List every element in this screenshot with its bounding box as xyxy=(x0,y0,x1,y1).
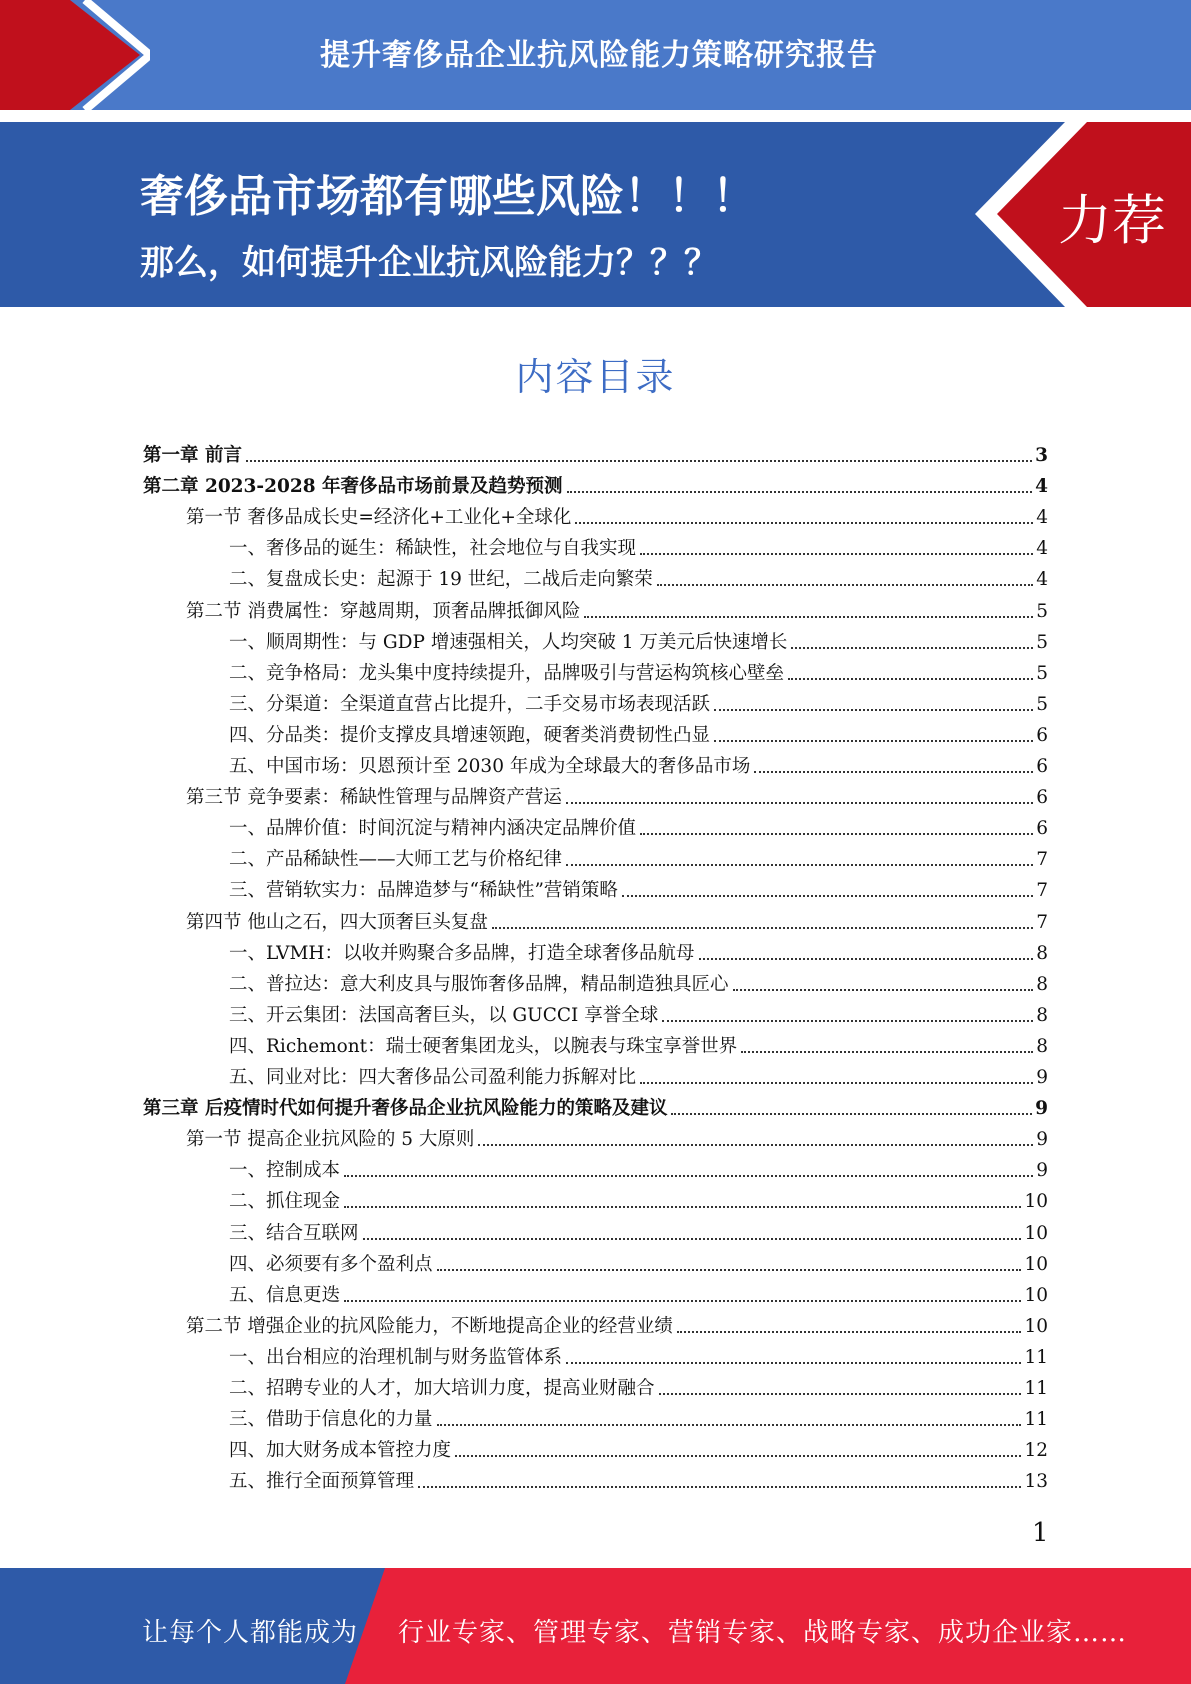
toc-dot-leader xyxy=(344,1300,1021,1302)
toc-dot-leader xyxy=(492,927,1033,929)
toc-entry-title: 二、招聘专业的人才，加大培训力度，提高业财融合 xyxy=(229,1378,655,1399)
toc-entry-page: 8 xyxy=(1036,1004,1048,1026)
toc-entry[interactable] xyxy=(229,623,1048,654)
banner-subheadline: 那么，如何提升企业抗风险能力？？？ xyxy=(140,243,718,283)
toc-dot-leader xyxy=(640,833,1033,835)
toc-dot-leader xyxy=(640,1082,1033,1084)
toc-dot-leader xyxy=(699,958,1034,960)
toc-entry-page: 10 xyxy=(1024,1284,1048,1306)
toc-entry[interactable] xyxy=(229,1027,1048,1058)
toc-entry-page: 9 xyxy=(1036,1160,1048,1182)
toc-entry-page: 6 xyxy=(1036,724,1048,746)
toc-entry-title: 五、信息更迭 xyxy=(229,1284,341,1306)
toc-entry-title: 第二节 消费属性：穿越周期，顶奢品牌抵御风险 xyxy=(186,600,581,622)
toc-entry-page: 4 xyxy=(1036,538,1048,560)
toc-entry-page: 3 xyxy=(1035,445,1048,466)
toc-entry-title: 二、复盘成长史：起源于 19 世纪，二战后走向繁荣 xyxy=(229,569,653,591)
toc-entry-title: 五、中国市场：贝恩预计至 2030 年成为全球最大的奢侈品市场 xyxy=(229,756,751,777)
toc-entry-page: 7 xyxy=(1036,911,1048,933)
toc-entry-title: 第二节 增强企业的抗风险能力，不断地提高企业的经营业绩 xyxy=(186,1315,673,1337)
toc-entry-page: 12 xyxy=(1024,1440,1048,1462)
toc-entry-page: 5 xyxy=(1036,600,1048,622)
toc-entry-page: 5 xyxy=(1036,693,1048,715)
toc-dot-leader xyxy=(437,1424,1022,1426)
toc-dot-leader xyxy=(657,584,1033,586)
toc-entry-page: 9 xyxy=(1036,1129,1048,1151)
toc-entry-title: 三、结合互联网 xyxy=(229,1222,359,1244)
footer-slogan-right: 行业专家、管理专家、营销专家、战略专家、成功企业家…… xyxy=(398,1618,1128,1648)
toc-dot-leader xyxy=(733,989,1034,991)
toc-entry[interactable] xyxy=(186,1120,1048,1151)
toc-entry[interactable] xyxy=(186,778,1048,809)
toc-entry[interactable] xyxy=(143,436,1048,467)
toc-entry[interactable] xyxy=(229,871,1048,902)
toc-entry[interactable] xyxy=(229,1462,1048,1493)
toc-entry[interactable] xyxy=(186,592,1048,623)
toc-entry[interactable] xyxy=(229,747,1048,778)
toc-entry-page: 10 xyxy=(1024,1191,1048,1213)
toc-entry-page: 4 xyxy=(1035,476,1048,498)
toc-entry-title: 三、借助于信息化的力量 xyxy=(229,1409,433,1431)
toc-dot-leader xyxy=(788,678,1033,680)
toc-entry[interactable] xyxy=(143,1089,1048,1120)
toc-entry-title: 二、竞争格局：龙头集中度持续提升，品牌吸引与营运构筑核心壁垒 xyxy=(229,662,785,684)
toc-dot-leader xyxy=(344,1206,1021,1208)
toc-entry-page: 10 xyxy=(1024,1315,1048,1337)
toc-entry-title: 第三章 后疫情时代如何提升奢侈品企业抗风险能力的策略及建议 xyxy=(143,1098,668,1120)
toc-entry-title: 一、出台相应的治理机制与财务监管体系 xyxy=(229,1346,563,1368)
toc-entry-title: 五、推行全面预算管理 xyxy=(229,1471,415,1493)
toc-entry[interactable] xyxy=(229,529,1048,560)
toc-entry-title: 四、加大财务成本管控力度 xyxy=(229,1440,452,1462)
report-title: 提升奢侈品企业抗风险能力策略研究报告 xyxy=(320,38,878,73)
toc-dot-leader xyxy=(677,1331,1022,1333)
toc-entry-page: 11 xyxy=(1024,1346,1048,1368)
toc-entry[interactable] xyxy=(229,840,1048,871)
toc-entry-title: 二、普拉达：意大利皮具与服饰奢侈品牌，精品制造独具匠心 xyxy=(229,973,729,995)
toc-entry[interactable] xyxy=(186,1307,1048,1338)
toc-entry[interactable] xyxy=(229,1245,1048,1276)
toc-entry-title: 四、分品类：提价支撑皮具增速领跑，硬奢类消费韧性凸显 xyxy=(229,724,711,746)
badge-label: 力荐 xyxy=(1058,189,1166,252)
toc-entry[interactable] xyxy=(143,467,1048,498)
toc-entry-title: 第一节 提高企业抗风险的 5 大原则 xyxy=(186,1129,475,1151)
toc-dot-leader xyxy=(566,864,1033,866)
toc-dot-leader xyxy=(754,771,1033,773)
toc-entry-page: 5 xyxy=(1036,631,1048,653)
toc-dot-leader xyxy=(662,1020,1033,1022)
toc-entry[interactable] xyxy=(229,1431,1048,1462)
toc-entry-page: 13 xyxy=(1024,1471,1048,1493)
toc-entry[interactable] xyxy=(229,654,1048,685)
toc-entry[interactable] xyxy=(229,1214,1048,1245)
toc-dot-leader xyxy=(671,1113,1032,1115)
toc-dot-leader xyxy=(575,522,1033,524)
toc-entry[interactable] xyxy=(229,1276,1048,1307)
banner-headline: 奢侈品市场都有哪些风险！！！ xyxy=(140,171,756,222)
toc-entry[interactable] xyxy=(229,1338,1048,1369)
toc-entry[interactable] xyxy=(229,1151,1048,1182)
toc-entry-page: 9 xyxy=(1035,1098,1048,1120)
toc-entry[interactable] xyxy=(229,934,1048,965)
toc-dot-leader xyxy=(246,460,1032,462)
toc-dot-leader xyxy=(363,1238,1022,1240)
toc-entry-title: 三、开云集团：法国高奢巨头，以 GUCCI 享誉全球 xyxy=(229,1004,659,1026)
toc-entry[interactable] xyxy=(229,716,1048,747)
toc-entry-page: 11 xyxy=(1024,1409,1048,1431)
toc-entry-page: 6 xyxy=(1036,818,1048,840)
toc-dot-leader xyxy=(567,491,1033,493)
toc-dot-leader xyxy=(566,1362,1021,1364)
header-arrow-decoration xyxy=(0,0,150,110)
toc-entry[interactable] xyxy=(229,1182,1048,1213)
toc-entry[interactable] xyxy=(229,685,1048,716)
toc-dot-leader xyxy=(455,1455,1021,1457)
toc-entry-page: 8 xyxy=(1036,973,1048,995)
toc-dot-leader xyxy=(478,1144,1033,1146)
toc-dot-leader xyxy=(418,1486,1021,1488)
toc-heading: 内容目录 xyxy=(515,355,676,399)
toc-entry-title: 二、抓住现金 xyxy=(229,1191,341,1213)
toc-entry[interactable] xyxy=(229,996,1048,1027)
header-gap xyxy=(0,110,1191,122)
toc-dot-leader xyxy=(714,740,1033,742)
toc-entry-title: 一、控制成本 xyxy=(229,1160,341,1182)
toc-entry-page: 9 xyxy=(1036,1067,1048,1088)
toc-entry-page: 4 xyxy=(1036,507,1048,529)
toc-entry-title: 第一章 前言 xyxy=(143,445,242,466)
toc-entry[interactable] xyxy=(229,809,1048,840)
toc-entry-title: 第三节 竞争要素：稀缺性管理与品牌资产营运 xyxy=(186,787,562,809)
toc-entry-title: 第四节 他山之石，四大顶奢巨头复盘 xyxy=(186,911,488,933)
toc-entry-title: 五、同业对比：四大奢侈品公司盈利能力拆解对比 xyxy=(229,1067,637,1088)
toc-entry-page: 6 xyxy=(1036,756,1048,777)
toc-entry-page: 6 xyxy=(1036,787,1048,809)
toc-dot-leader xyxy=(640,553,1033,555)
page-number: 1 xyxy=(1032,1518,1049,1548)
toc-dot-leader xyxy=(791,647,1033,649)
toc-entry-title: 第二章 2023-2028 年奢侈品市场前景及趋势预测 xyxy=(143,476,563,498)
toc-entry-page: 8 xyxy=(1036,942,1048,964)
toc-entry-page: 8 xyxy=(1036,1035,1048,1057)
toc-entry-title: 一、LVMH：以收并购聚合多品牌，打造全球奢侈品航母 xyxy=(229,942,695,964)
toc-entry-title: 一、品牌价值：时间沉淀与精神内涵决定品牌价值 xyxy=(229,818,637,840)
toc-entry-title: 四、必须要有多个盈利点 xyxy=(229,1253,433,1275)
toc-dot-leader xyxy=(622,895,1033,897)
toc-dot-leader xyxy=(437,1269,1022,1271)
toc-entry-title: 第一节 奢侈品成长史=经济化+工业化+全球化 xyxy=(186,507,572,529)
toc-entry[interactable] xyxy=(229,1369,1048,1400)
toc-entry-page: 11 xyxy=(1024,1378,1048,1399)
toc-entry-page: 10 xyxy=(1024,1253,1048,1275)
toc-entry-page: 5 xyxy=(1036,662,1048,684)
toc-entry-title: 三、营销软实力：品牌造梦与“稀缺性”营销策略 xyxy=(229,880,618,902)
toc-dot-leader xyxy=(584,616,1033,618)
toc-entry-page: 10 xyxy=(1024,1222,1048,1244)
toc-dot-leader xyxy=(344,1175,1033,1177)
toc-entry[interactable] xyxy=(229,560,1048,591)
toc-dot-leader xyxy=(714,709,1033,711)
toc-dot-leader xyxy=(741,1051,1033,1053)
footer-slogan-left: 让每个人都能成为 xyxy=(142,1618,359,1648)
toc-dot-leader xyxy=(659,1393,1022,1395)
toc-entry[interactable] xyxy=(186,903,1048,934)
toc-entry-title: 三、分渠道：全渠道直营占比提升，二手交易市场表现活跃 xyxy=(229,693,711,715)
toc-entry[interactable] xyxy=(229,1058,1048,1089)
toc-entry[interactable] xyxy=(229,965,1048,996)
toc-entry-page: 4 xyxy=(1036,569,1048,591)
toc-entry[interactable] xyxy=(186,498,1048,529)
toc-entry-title: 一、顺周期性：与 GDP 增速强相关，人均突破 1 万美元后快速增长 xyxy=(229,631,788,653)
toc-entry-title: 四、Richemont：瑞士硬奢集团龙头，以腕表与珠宝享誉世界 xyxy=(229,1035,738,1057)
toc-entry-title: 二、产品稀缺性——大师工艺与价格纪律 xyxy=(229,849,563,871)
toc-dot-leader xyxy=(566,802,1033,804)
toc-entry[interactable] xyxy=(229,1400,1048,1431)
toc-entry-page: 7 xyxy=(1036,849,1048,871)
toc-entry-title: 一、奢侈品的诞生：稀缺性，社会地位与自我实现 xyxy=(229,538,637,560)
toc-entry-page: 7 xyxy=(1036,880,1048,902)
